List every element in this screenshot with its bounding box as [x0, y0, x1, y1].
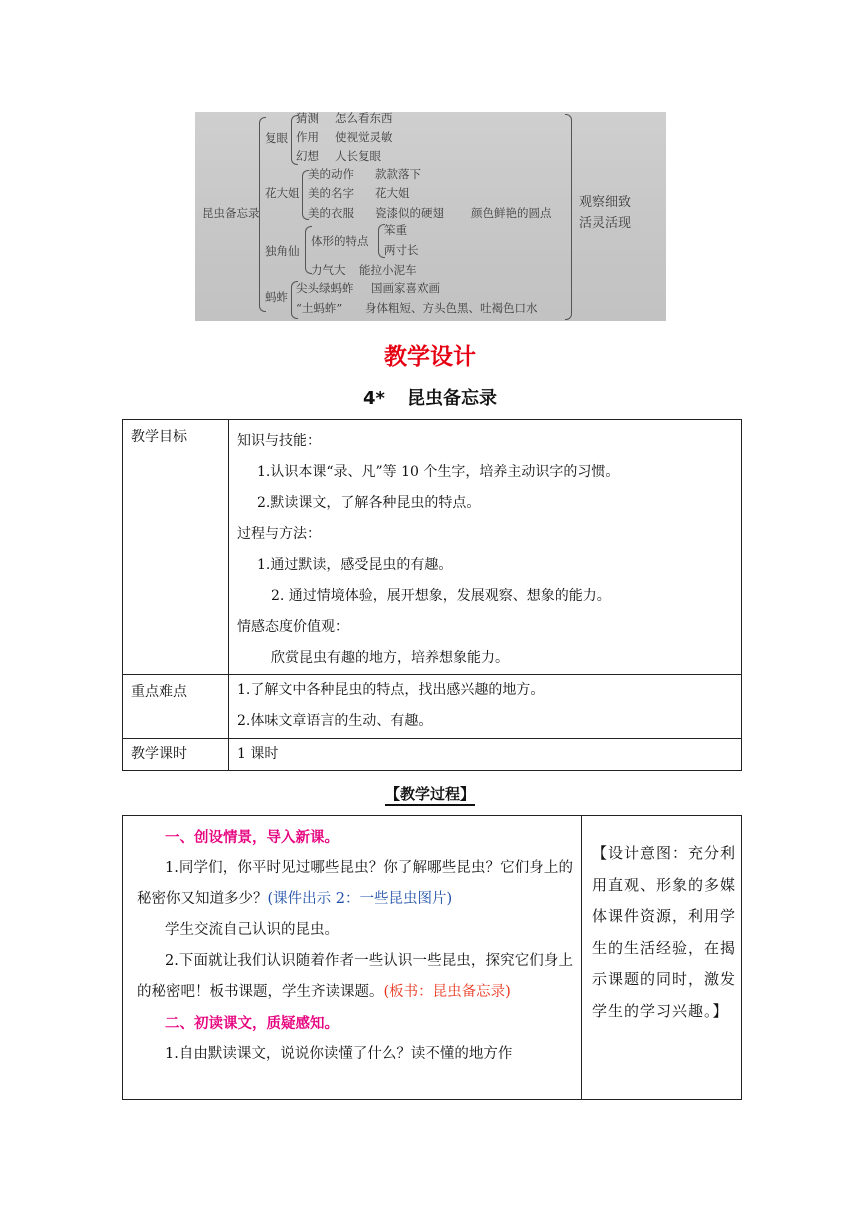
lesson-info-table: 教学目标 知识与技能： 1.认识本课“录、凡”等 10 个生字，培养主动识字的习惯。 2.默读课文，了解各种昆虫的特点。 过程与方法： 1.通过默读，感受昆虫的有趣。 2. 通过情境体验，展开想象，发展观察、想象的能力。 情感态度价值观： 欣赏昆虫有趣的地方，培养想象能力。 重点难点 1.了解文中各种昆虫的特点，找出感兴趣的地方。 2.体味文章语言的生动、有趣。 教学课时 1 课时 [122, 419, 742, 771]
key-points-label: 重点难点 [123, 675, 229, 739]
section-heading: 一、创设情景，导入新课。 [165, 829, 339, 846]
mindmap-branch: 复眼 [265, 131, 288, 145]
hours-value: 1 课时 [229, 739, 742, 771]
process-table [122, 815, 742, 1100]
board-note: (板书：昆虫备忘录) [383, 984, 511, 1000]
courseware-note: (课件出示 2：一些昆虫图片) [267, 891, 453, 907]
lesson-number: 4* [363, 388, 385, 409]
lesson-name: 昆虫备忘录 [406, 388, 497, 409]
mindmap-branch: 独角仙 [265, 244, 300, 258]
design-note: 【设计意图：充分利用直观、形象的多媒体课件资源，利用学生的生活经验，在揭示课题的同时，激发学生的学习兴趣。】 [582, 816, 742, 1100]
process-main: 一、创设情景，导入新课。 1.同学们，你平时见过哪些昆虫？你了解哪些昆虫？它们身上的秘密你又知道多少？(课件出示 2：一些昆虫图片) 学生交流自己认识的昆虫。 2.下面就让我们认识随着作者一些认识一些昆虫，探究它们身上的秘密吧！板书课题，学生齐读课题。(板书：昆虫备忘录) 二、初读课文，质疑感知。 1.自由默读课文，说说你读懂了什么？读不懂的地方作 [123, 816, 582, 1100]
mindmap-root: 昆虫备忘录 [202, 206, 260, 220]
goals-label: 教学目标 [123, 420, 229, 675]
lesson-title [0, 384, 860, 410]
page-title: 教学设计 [384, 344, 476, 370]
section-heading: 二、初读课文，质疑感知。 [165, 1015, 339, 1032]
mindmap-summary: 活灵活现 [579, 216, 632, 231]
mindmap-branch: 蚂蚱 [265, 290, 288, 304]
hours-label: 教学课时 [123, 739, 229, 771]
mindmap-branch: 花大姐 [265, 186, 300, 200]
mindmap-photo: 昆虫备忘录 复眼 猜测 怎么看东西 作用 使视觉灵敏 幻想 人长复眼 花大姐 美的动作 款款落下 美的名字 花大姐 美的衣服 瓷漆似的硬翅 颜色鲜艳的圆点 独角仙 体形的特点 笨重 两寸长 力气大 能拉小泥车 蚂蚱 尖头绿蚂蚱 国画家喜欢画 “土蚂蚱” 身体粗短、方头色黑、吐褐色口水 观察细致 活灵活现 [195, 112, 666, 321]
mindmap-summary: 观察细致 [579, 195, 632, 210]
process-heading: 【教学过程】 [0, 783, 860, 804]
